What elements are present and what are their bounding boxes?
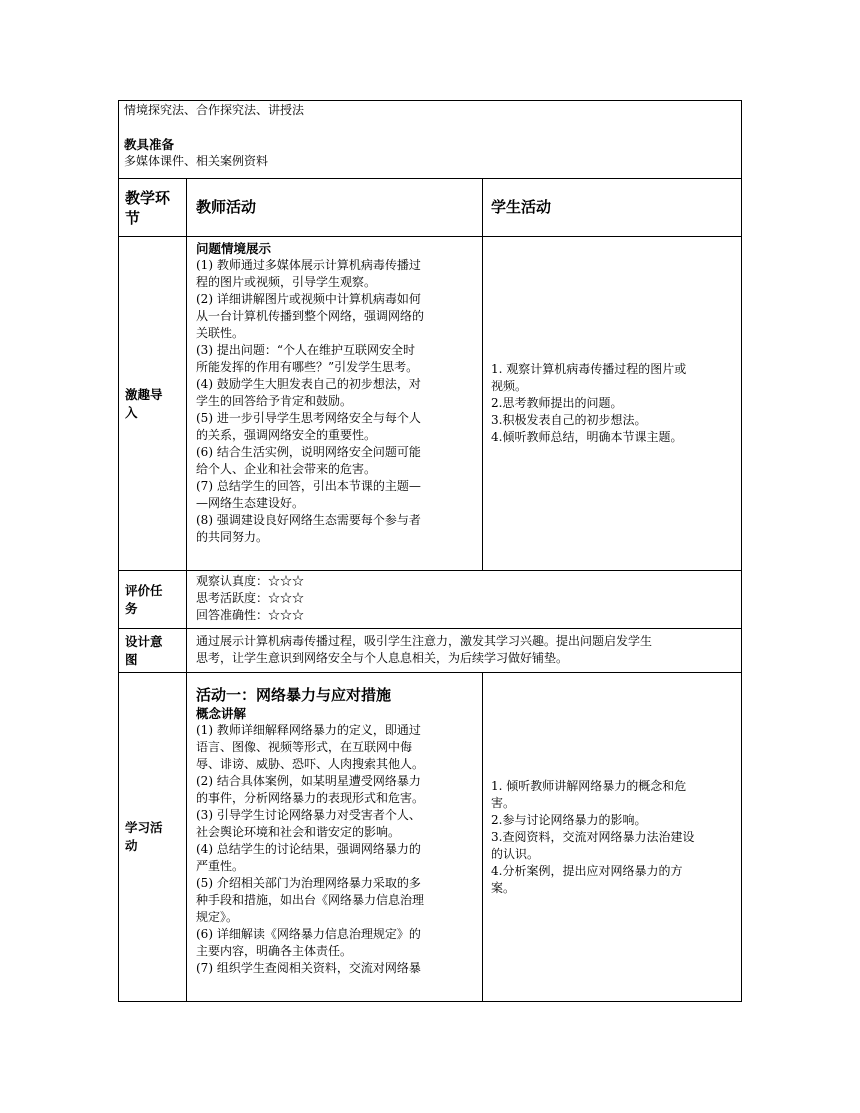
teacher-step-line: 主要内容，明确各主体责任。 [196, 944, 353, 958]
teacher-step-line: (4) 鼓励学生大胆发表自己的初步想法，对 [196, 377, 421, 391]
student-step-line: 2.参与讨论网络暴力的影响。 [491, 812, 647, 827]
student-activity-learning [483, 673, 742, 1002]
teacher-step-line: 严重性。 [196, 859, 245, 873]
evaluation-item: 回答准确性：☆☆☆ [196, 608, 305, 622]
student-steps-list [491, 361, 735, 446]
header-student: 学生活动 [483, 179, 742, 237]
evaluation-item: 观察认真度：☆☆☆ [196, 574, 305, 588]
student-step-line: 的认识。 [491, 846, 540, 861]
stage-intro: 激趣导 入 [119, 237, 187, 571]
teacher-step-line: (5) 进一步引导学生思考网络安全与每个人 [196, 411, 421, 425]
design-intent-line: 通过展示计算机病毒传播过程，吸引学生注意力，激发其学习兴趣。提出问题启发学生 [196, 634, 653, 648]
student-step-line: 案。 [491, 880, 516, 895]
teacher-step-line: (4) 总结学生的讨论结果，强调网络暴力的 [196, 842, 421, 856]
teacher-steps-list [196, 257, 476, 546]
teacher-step-line: 的关系，强调网络安全的重要性。 [196, 428, 377, 442]
teacher-step-line: 所能发挥的作用有哪些？”引发学生思考。 [196, 360, 419, 374]
teacher-step-line: 语言、图像、视频等形式，在互联网中侮 [196, 740, 413, 754]
teacher-activity-intro [187, 237, 483, 571]
activity-title: 活动一：网络暴力与应对措施 [196, 686, 392, 704]
teacher-step-line: (5) 介绍相关部门为治理网络暴力采取的多 [196, 876, 421, 890]
teacher-step-line: 辱、诽谤、威胁、恐吓、人肉搜索其他人。 [196, 757, 425, 771]
teacher-step-line: 给个人、企业和社会带来的危害。 [196, 462, 377, 476]
student-steps-list [491, 778, 735, 897]
teaching-methods: 情境探究法、合作探究法、讲授法 [124, 103, 305, 117]
student-step-line: 视频。 [491, 379, 528, 393]
teacher-step-line: 种手段和措施，如出台《网络暴力信息治理 [196, 893, 425, 907]
student-step-line: 害。 [491, 795, 516, 810]
teacher-step-line: 学生的回答给予肯定和鼓励。 [196, 394, 353, 408]
evaluation-label: 评价任 务 [119, 571, 187, 629]
evaluation-items [187, 571, 742, 629]
header-teacher: 教师活动 [187, 179, 483, 237]
student-step-line: 4.倾听教师总结，明确本节课主题。 [491, 430, 683, 444]
student-step-line: 1. 倾听教师讲解网络暴力的概念和危 [491, 778, 687, 793]
teacher-step-line: (7) 组织学生查阅相关资料，交流对网络暴 [196, 961, 421, 975]
design-label: 设计意 图 [119, 629, 187, 673]
teacher-step-line: (1) 教师详细解释网络暴力的定义，即通过 [196, 723, 421, 737]
teacher-step-line: (6) 详细解读《网络暴力信息治理规定》的 [196, 927, 421, 941]
header-stage: 教学环 节 [119, 179, 187, 237]
teacher-step-line: 从一台计算机传播到整个网络，强调网络的 [196, 309, 425, 323]
teacher-step-line: 规定》。 [196, 910, 239, 924]
student-step-line: 3.查阅资料，交流对网络暴力法治建设 [491, 829, 695, 844]
evaluation-item: 思考活跃度：☆☆☆ [196, 591, 305, 605]
student-step-line: 1. 观察计算机病毒传播过程的图片或 [491, 362, 687, 376]
intro-cell [119, 101, 742, 179]
tools-text: 多媒体课件、相关案例资料 [124, 154, 269, 168]
teacher-step-line: (8) 强调建设良好网络生态需要每个参与者 [196, 513, 421, 527]
concept-heading: 概念讲解 [196, 706, 247, 721]
design-intent-line: 思考，让学生意识到网络安全与个人息息相关，为后续学习做好铺垫。 [196, 651, 569, 665]
student-activity-intro [483, 237, 742, 571]
teacher-step-line: (2) 详细讲解图片或视频中计算机病毒如何 [196, 292, 421, 306]
teacher-step-line: —网络生态建设好。 [196, 496, 305, 510]
student-step-line: 4.分析案例，提出应对网络暴力的方 [491, 863, 683, 878]
teacher-step-line: (2) 结合具体案例，如某明星遭受网络暴力 [196, 774, 421, 788]
teacher-step-line: 程的图片或视频，引导学生观察。 [196, 275, 377, 289]
teacher-step-line: (3) 提出问题：“个人在维护互联网安全时 [196, 343, 415, 357]
teacher-step-line: 的共同努力。 [196, 530, 269, 544]
teacher-step-line: (6) 结合生活实例，说明网络安全问题可能 [196, 445, 421, 459]
design-intent-text [187, 629, 742, 673]
tools-heading: 教具准备 [124, 137, 175, 152]
problem-scenario-heading: 问题情境展示 [196, 241, 272, 256]
teacher-activity-learning [187, 673, 483, 1002]
student-step-line: 2.思考教师提出的问题。 [491, 396, 623, 410]
teacher-step-line: 的事件，分析网络暴力的表现形式和危害。 [196, 791, 425, 805]
lesson-plan-page [118, 100, 741, 1002]
teacher-step-line: (3) 引导学生讨论网络暴力对受害者个人、 [196, 808, 421, 822]
stage-learning: 学习活 动 [119, 673, 187, 1002]
teacher-step-line: (7) 总结学生的回答，引出本节课的主题— [196, 479, 421, 493]
teacher-step-line: 社会舆论环境和社会和谐安定的影响。 [196, 825, 401, 839]
lesson-plan-table [118, 100, 742, 1002]
teacher-steps-list [196, 722, 476, 977]
teacher-step-line: 关联性。 [196, 326, 245, 340]
teacher-step-line: (1) 教师通过多媒体展示计算机病毒传播过 [196, 258, 421, 272]
student-step-line: 3.积极发表自己的初步想法。 [491, 413, 647, 427]
